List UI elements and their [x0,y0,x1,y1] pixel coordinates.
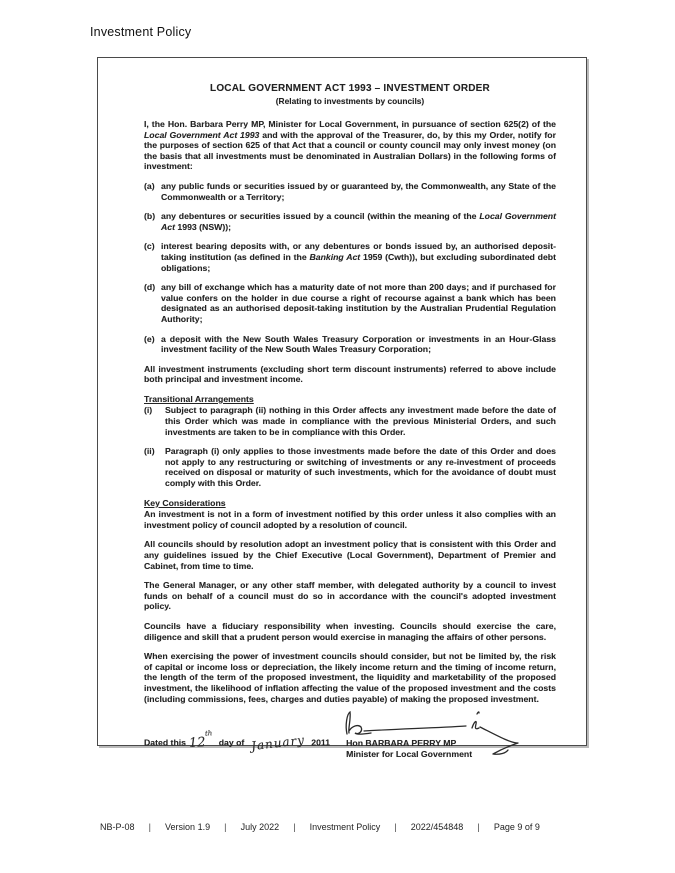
list-item-text: Paragraph (i) only applies to those investments made before the date of this Order and does not apply to any restructuring or switching of investments or any re-investment of proceeds received on disposal or maturity of such investments, which for the avoidance of doubt must comply with this Order. [165,446,556,489]
transitional-heading: Transitional Arrangements [144,393,254,404]
dated-mid: day of [218,737,245,748]
text-segment: interest bearing deposits with, or any debentures or bonds issued by, an authorised deposit-taking institution (as defined in the [161,241,556,262]
key-paragraph: The General Manager, or any other staff member, with delegated authority by a council to invest funds on behalf of a council must do so in accordance with the council's adopted investment policy. [144,580,556,612]
list-item-a [144,181,556,202]
text-segment: 1959 (Cwth)), but excluding subordinated debt obligations; [161,251,556,273]
footer-doc-name: Investment Policy [309,822,381,832]
transitional-item-i [144,405,556,437]
list-item-e [144,334,556,355]
text-segment: any bill of exchange which has a maturity date of not more than 200 days; and if purchased for value confers on the holder in due course a right of recourse against a bank which has been designated as an authorised deposit-taking institution by the Australian Prudential Regulation Authority; [161,282,556,324]
transitional-item-ii [144,446,556,488]
list-item-text [161,241,556,273]
key-paragraph: An investment is not in a form of investment notified by this order unless it also complies with an investment policy of council adopted by a resolution of council. [144,509,556,530]
list-item-label: (e) [144,333,155,344]
intro-paragraph [144,119,556,172]
handwritten-month: January [250,733,306,754]
footer-separator: | [293,822,296,832]
signature-scrawl [340,707,525,759]
text-segment: any public funds or securities issued by or guaranteed by, the Commonwealth, any State of the Commonwealth or a Territory; [161,180,556,202]
text-segment-italic: Local Government Act 1993 [144,129,260,140]
footer-date: July 2022 [240,822,280,832]
signatory [346,721,472,760]
footer-separator: | [148,822,151,832]
list-item-text [161,181,556,202]
handwritten-day [188,729,214,752]
document-title: LOCAL GOVERNMENT ACT 1993 – INVESTMENT ORDER [210,83,490,94]
footer-page-number: Page 9 of 9 [493,822,540,832]
dated-line [144,721,330,760]
list-item-text: Subject to paragraph (ii) nothing in this Order affects any investment made before the date of this Order which was made in compliance with the previous Ministerial Orders, and such investments are taken to be in compliance with this Order. [165,405,556,437]
list-item-text [161,211,556,232]
document-footer [100,822,540,832]
key-paragraph: Councils have a fiduciary responsibility when investing. Councils should exercise the care, diligence and skill that a prudent person would exercise in managing the affairs of other persons. [144,620,556,642]
text-segment: any debentures or securities issued by a council (within the meaning of the [161,211,480,222]
day-suffix: th [205,729,213,738]
text-segment: I, the Hon. Barbara Perry MP, Minister for Local Government, in pursuance of section 625(2) of the [144,119,556,129]
document-subtitle: (Relating to investments by councils) [275,96,425,106]
list-item-label: (b) [144,211,156,222]
list-item-c [144,241,556,273]
list-item-label: (a) [144,180,155,191]
signatory-name: Hon BARBARA PERRY MP [346,738,457,749]
list-item-label: (ii) [144,446,155,457]
list-item-text [161,334,556,355]
list-item-b [144,211,556,232]
dated-year: 2011 [311,737,331,748]
key-paragraph: All councils should by resolution adopt an investment policy that is consistent with this Order and any guidelines issued by the Chief Executive (Local Government), Department of Premier and Cabinet, from time to time. [144,539,556,571]
scanned-document [97,57,587,760]
list-item-label: (c) [144,241,155,252]
day-number: 12 [188,735,207,752]
text-segment: and with the approval of the Treasurer, do, by this my Order, notify for the purposes of section 625 of that Act that a council or county council may only invest money (on the basis that all investments must be denominated in Australian Dollars) in the following forms of investment: [144,129,556,172]
footer-separator: | [477,822,480,832]
text-segment-italic: Banking Act [309,251,361,262]
all-instruments-paragraph: All investment instruments (excluding short term discount instruments) referred to above include both principal and investment income. [144,363,556,385]
key-considerations-heading: Key Considerations [144,497,226,508]
footer-doc-code: NB-P-08 [100,822,135,832]
footer-separator: | [394,822,397,832]
text-segment: 1993 (NSW)); [175,221,231,232]
list-item-text [161,282,556,324]
page-title: Investment Policy [90,25,192,39]
list-item-label: (d) [144,282,156,293]
footer-reference: 2022/454848 [410,822,464,832]
signature-block [144,721,556,760]
footer-separator: | [224,822,227,832]
dated-prefix: Dated this [144,737,186,748]
footer-version: Version 1.9 [165,822,211,832]
signatory-title: Minister for Local Government [346,749,473,760]
text-segment: a deposit with the New South Wales Treasury Corporation or investments in an Hour-Glass investment facility of the New South Wales Treasury Corporation; [161,333,556,355]
list-item-d [144,282,556,324]
key-paragraph: When exercising the power of investment councils should consider, but not be limited by, the risk of capital or income loss or depreciation, the likely income return and the timing of income return, the length of the term of the proposed investment, the liquidity and marketability of the proposed investment, the likelihood of inflation affecting the value of the proposed investment and the costs (including commissions, fees, charges and duties payable) of making the proposed investment. [144,651,556,704]
text-segment-italic: Local Government Act [161,211,556,232]
list-item-label: (i) [144,405,153,416]
